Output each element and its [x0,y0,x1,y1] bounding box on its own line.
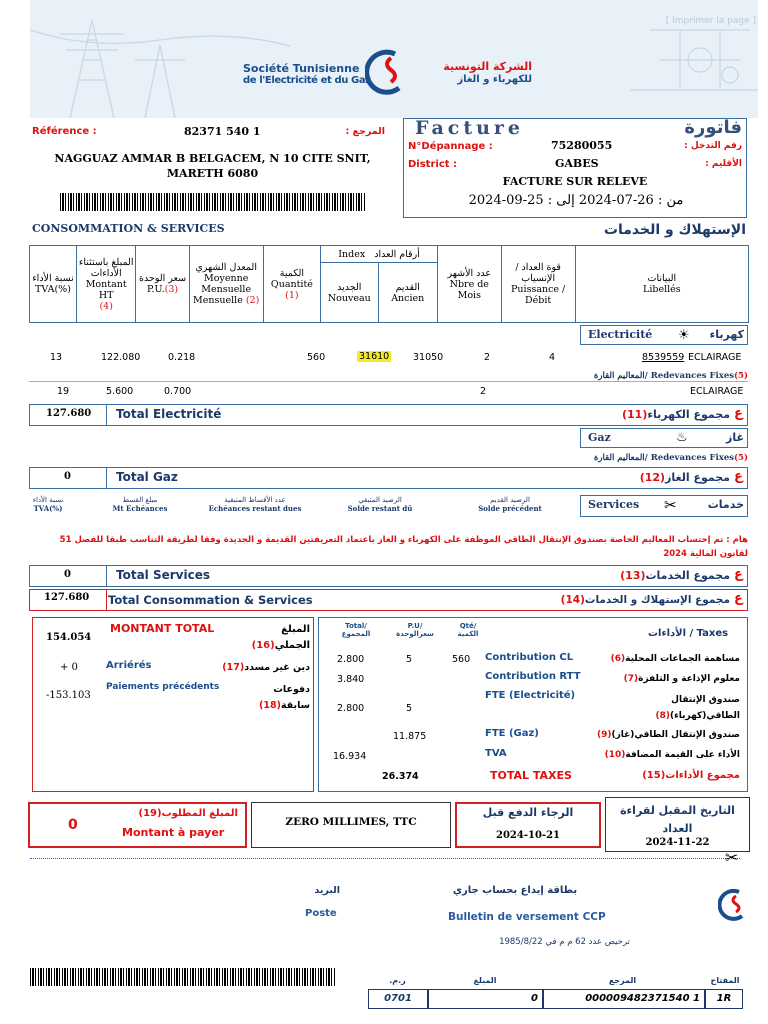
header-banner [30,0,758,118]
depannage-value: 75280055 [551,139,613,152]
logo-fr-line2: de l'Electricité et du Gaz [243,75,371,86]
bulletin-ref: 000009482371540 1 [585,993,700,1004]
deadline-label: الرجاء الدفع قبل [482,806,574,819]
bulletin-cle: 1R [716,993,732,1004]
district-value: GABES [555,157,599,170]
district-label-ar: الأقليم : [705,159,742,169]
total-gaz-label-ar: مجموع الغاز(12) [639,471,730,484]
elec-row1-tva: 13 [50,352,63,363]
paiements-value: -153.103 [46,690,91,701]
taxes-total-ar: مجموع الأداءات(15) [642,770,740,781]
tax-row3-ar: صندوق الإنتقال الطاقي(كهرباء)(8) [655,695,740,721]
elec-row1-ancien: 31050 [413,352,444,363]
next-reading-label: التاريخ المقبل لقراءة العداد [620,804,735,835]
tax-row3-pu: 5 [406,703,413,714]
total-electricite-value: 127.680 [46,408,92,419]
th-quantite: الكمية Quantité (1) [263,246,320,323]
bulletin-licence: ترخيص عدد 62 م م في 1985/8/22 [499,937,630,947]
elec-row1-puissance: 4 [549,352,556,363]
bulletin-poste-ar: البريد [314,885,340,896]
elec-row2-pu: 0.700 [164,386,192,397]
total-gaz-label-fr: Total Gaz [116,470,178,484]
gaz-label-fr: Gaz [588,431,611,444]
bulletin-col-cle: المفتاح [710,976,740,985]
depannage-label: N°Dépannage : [408,141,493,152]
taxes-col-qte: Qté/ الكمية [457,622,479,638]
facture-title-ar: فاتورة [684,117,742,138]
logo-ar-line1: الشركة التونسية [443,60,532,73]
depannage-label-ar: رقم التدخل : [684,141,742,151]
total-gaz-value: 0 [64,471,71,482]
arrieres-label-ar: دين غير مسدد(17) [222,662,310,673]
taxes-total-value: 26.374 [382,771,419,782]
logo-ar-line2: للكهرباء و الغاز [457,74,532,85]
elec-row2-mois: 2 [480,386,487,397]
th-nouveau: الجديد Nouveau [321,263,378,323]
services-notice: هام : تم إحتساب المعاليم الخاصة بصندوق الإنتقال الطاقي الموظفة على الكهرباء و الغاز باعتماد التعريفتين القديمة و الجديدة وفقا لطريقة التناسب طبقا للفصل 51 لقانون المالية 2024 [59,535,748,559]
services-label-ar: خدمات [707,498,744,511]
tax-row2-ar: معلوم الإذاعة و التلفزة(7) [623,674,740,684]
electricite-label-ar: كهرباء [709,328,744,341]
bulletin-montant: 0 [531,993,538,1004]
tax-row1-qte: 560 [452,654,471,665]
elec-row2-libelle: ECLAIRAGE [690,386,744,397]
th-index: Index أرقام العداد [321,246,438,263]
tax-row2-fr: Contribution RTT [485,671,581,682]
flame-icon: ♨ [676,430,688,445]
elec-row1-qte: 560 [307,352,326,363]
total-electricite-label-ar: مجموع الكهرباء(11) [621,408,730,421]
tax-row3-fr: FTE (Electricité) [485,690,576,701]
lightbulb-icon: ☀ [678,328,690,343]
tax-row1-ar: مساهمة الجماعات المحلية(6) [610,654,740,664]
tax-row5-ar: الأداء على القيمة المضافة(10) [604,750,740,760]
services-header-echeances-restant: عدد الأقساط المتبقية Echéances restant dues [208,496,302,513]
steg-logo-icon [365,48,409,96]
elec-row2-montant: 5.600 [106,386,134,397]
bulletin-rm: 0701 [384,993,412,1004]
logo-fr-line1: Société Tunisienne [243,62,360,75]
total-conso-value: 127.680 [44,592,90,603]
tax-row4-fr: FTE (Gaz) [485,728,539,739]
gaz-label-ar: غاز [726,431,744,444]
montant-payer-label-fr: Montant à payer [122,826,225,839]
scissors-icon: ✂ [725,848,739,867]
services-label-fr: Services [588,498,640,511]
elec-row1-pu: 0.218 [168,352,196,363]
taxes-col-total: Total/ المجموع [341,622,371,638]
gaz-redevances-label: المعاليم القارة/ Redevances Fixes(5) [593,453,748,463]
section-title-ar: الإستهلاك و الخدمات [603,222,746,238]
taxes-col-pu: P.U/ سعرالوحدة [396,622,434,638]
tax-row1-pu: 5 [406,654,413,665]
cut-line [30,858,740,859]
customer-barcode [60,193,365,211]
services-header-solde-restant: الرصيد المتبقي Solde restant dû [347,496,413,513]
services-header-tva: نسبة الأداء TVA(%) [32,496,64,513]
next-reading-date: 2024-11-22 [645,837,710,848]
montant-total-label-fr: MONTANT TOTAL [110,622,215,635]
elec-row2-tva: 19 [57,386,70,397]
deadline-date: 2024-10-21 [496,830,560,841]
customer-name-line2: MARETH 6080 [166,167,259,180]
elec-row1-libelle: ECLAIRAGE [688,352,742,363]
th-mois: عدد الأشهر Nbre de Mois [437,246,501,323]
th-montant: المبلغ باستثناء الأداءات Montant HT (4) [76,246,135,323]
arrieres-label-fr: Arriérés [106,660,152,671]
tax-row1-total: 2.800 [337,654,365,665]
services-header-mt-echeances: مبلغ القسط Mt Echéances [112,496,168,513]
elec-redevances-divider [29,381,748,382]
th-moyenne: المعدل الشهري Moyenne Mensuelle Mensuelle (2) [189,246,263,323]
tax-row4-ar: صندوق الإنتقال الطاقي(غاز)(9) [596,730,740,740]
district-label: District : [408,159,458,170]
paiements-label-fr: Paiements précédents [106,682,220,692]
bulletin-col-ref: المرجع [608,976,637,985]
montant-words: ZERO MILLIMES, TTC [285,816,417,828]
bulletin-title-fr: Bulletin de versement CCP [448,911,606,923]
reference-label-ar: المرجع : [345,126,385,137]
paiements-label-ar: دفوعات سابقة(18) [259,684,310,711]
taxes-total-fr: TOTAL TAXES [490,769,572,782]
taxes-title: الأداءات / Taxes [648,628,729,639]
tax-row5-fr: TVA [485,748,507,759]
tax-row2-total: 3.840 [337,674,365,685]
tools-icon: ✂ [664,496,677,514]
tax-row1-fr: Contribution CL [485,652,574,663]
steg-small-icon: ﻉ [734,567,743,582]
montant-total-value: 154.054 [46,632,92,643]
facture-title-fr: Facture [415,117,525,139]
total-conso-label-ar: مجموع الإستهلاك و الخدمات(14) [560,594,730,606]
steg-small-icon: ﻉ [734,591,743,606]
bulletin-barcode [30,968,335,986]
reference-value: 82371 540 1 [184,125,261,138]
th-puissance: قوة العداد / الإنسياب Puissance / Débit [501,246,575,323]
elec-redevances-label: المعاليم القارة/ Redevances Fixes(5) [593,371,748,381]
total-services-value: 0 [64,569,71,580]
bulletin-col-rm: ر.م. [389,976,406,985]
elec-row1-nouveau: 31610 [359,351,390,362]
tax-row3-total: 2.800 [337,703,365,714]
reference-label: Référence : [32,126,97,137]
bulletin-col-montant: المبلغ [473,976,497,985]
total-conso-label-fr: Total Consommation & Services [108,593,313,607]
electricite-label-fr: Electricité [588,328,653,341]
steg-logo-icon [718,888,748,922]
steg-small-icon: ﻉ [734,469,743,484]
total-services-label-fr: Total Services [116,568,210,582]
print-link[interactable]: [ Imprimer la page ] [665,16,756,26]
montant-payer-label-ar: المبلغ المطلوب(19) [138,808,238,819]
consumption-table-header [29,245,749,323]
tax-row4-pu: 11.875 [393,731,427,742]
total-services-label-ar: مجموع الخدمات(13) [620,569,730,582]
elec-row1-mois: 2 [484,352,491,363]
th-libelles: البيانات Libellés [575,246,748,323]
elec-row1-montant: 122.080 [101,352,141,363]
th-tva: نسبة الأداء TVA(%) [30,246,77,323]
bulletin-title-ar: بطاقة إيداع بحساب جاري [452,885,578,896]
customer-name-line1: NAGGUAZ AMMAR B BELGACEM, N 10 CITE SNIT, [54,152,371,165]
total-electricite-label-fr: Total Electricité [116,407,222,421]
facture-period: من : 26-07-2024 إلى : 25-09-2024 [468,193,684,208]
steg-small-icon: ﻉ [734,406,743,421]
services-header-solde-precedent: الرصيد القديم Solde précédent [478,496,542,513]
facture-type: FACTURE SUR RELEVE [502,175,648,188]
montant-total-label-ar: المبلغ الجملي(16) [251,624,310,651]
bulletin-poste-fr: Poste [305,908,337,919]
elec-row1-compteur: 8539559 [642,352,685,363]
section-title-fr: CONSOMMATION & SERVICES [32,222,225,235]
montant-payer-value: 0 [68,817,78,833]
arrieres-value: + 0 [60,662,78,673]
tax-row5-total: 16.934 [333,751,367,762]
th-ancien: القديم Ancien [378,263,437,323]
th-pu: سعر الوحدة P.U.(3) [136,246,189,323]
